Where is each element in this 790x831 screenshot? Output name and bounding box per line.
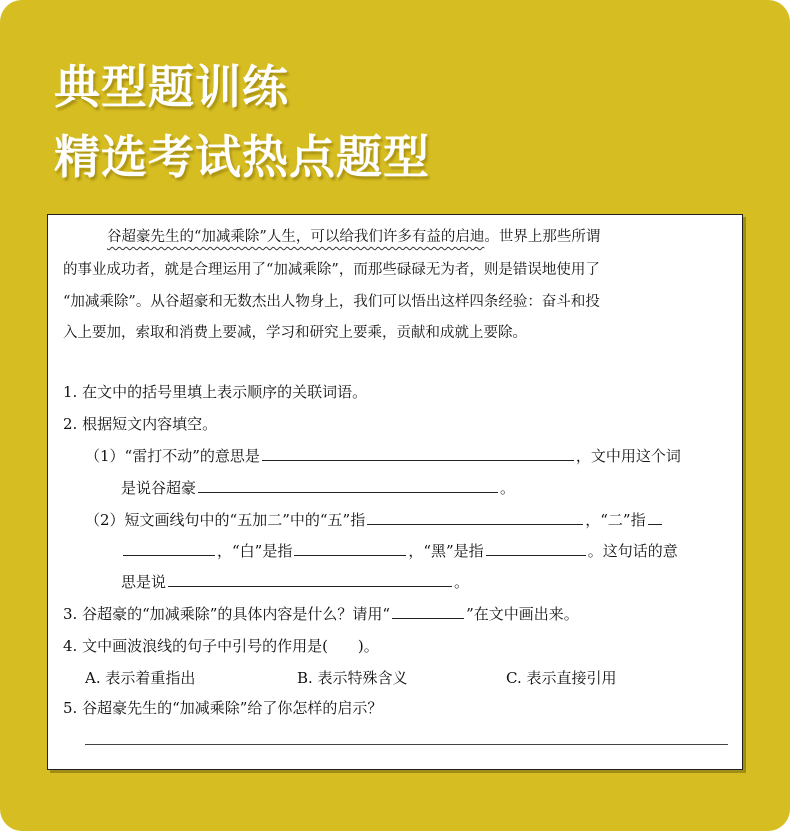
question-2-1-line-2 [121, 477, 515, 498]
q2-2-text-d: ，“黑”是指 [408, 542, 484, 560]
answer-blank-gu[interactable] [198, 478, 498, 493]
q2-2-text-g: 。 [454, 573, 470, 591]
question-4: 4. 文中画波浪线的句子中引号的作用是( )。 [63, 637, 379, 655]
option-b[interactable]: B. 表示特殊含义 [297, 669, 408, 687]
passage-line-4: 入上要加，索取和消费上要减，学习和研究上要乘，贡献和成就上要除。 [63, 325, 527, 341]
answer-blank-meaning[interactable] [262, 446, 574, 461]
passage-line-3: “加减乘除”。从谷超豪和无数杰出人物身上，我们可以悟出这样四条经验：奋斗和投 [63, 294, 600, 310]
question-1: 1. 在文中的括号里填上表示顺序的关联词语。 [63, 383, 368, 401]
answer-line-q5[interactable] [85, 744, 728, 745]
option-a[interactable]: A. 表示着重指出 [85, 669, 196, 687]
title-line-1: 典型题训练 [54, 60, 289, 114]
question-2-2-line-1 [85, 509, 664, 530]
q2-1-text-c: 是说谷超豪 [121, 479, 197, 497]
q2-1-text-b: ，文中用这个词 [575, 447, 681, 465]
question-2: 2. 根据短文内容填空。 [63, 415, 218, 433]
q2-1-text-a: （1）“雷打不动”的意思是 [85, 447, 260, 465]
title-line-2: 精选考试热点题型 [54, 130, 430, 184]
passage-line-1 [63, 225, 731, 246]
q3-text-a: 3. 谷超豪的“加减乘除”的具体内容是什么？请用“ [63, 605, 391, 623]
q2-2-text-c: ，“白”是指 [217, 542, 293, 560]
answer-blank-hei[interactable] [486, 541, 586, 556]
question-3 [63, 603, 579, 624]
q2-2-text-a: （2）短文画线句中的“五加二”中的“五”指 [85, 511, 366, 529]
answer-blank-bai[interactable] [294, 541, 406, 556]
answer-blank-er-start[interactable] [648, 510, 662, 525]
q3-text-b: ”在文中画出来。 [466, 605, 579, 623]
question-2-1-line-1 [85, 445, 681, 466]
question-2-2-line-2 [121, 540, 678, 561]
question-2-2-line-3 [121, 571, 469, 592]
q2-1-text-d: 。 [500, 479, 516, 497]
answer-blank-er[interactable] [123, 541, 215, 556]
exercise-sheet [47, 214, 743, 770]
q2-2-text-f: 思是说 [121, 573, 167, 591]
answer-blank-wu[interactable] [367, 510, 583, 525]
question-5: 5. 谷超豪先生的“加减乘除”给了你怎样的启示？ [63, 699, 383, 717]
q2-2-text-b: ，“二”指 [585, 511, 646, 529]
answer-blank-meaning-2[interactable] [168, 572, 452, 587]
answer-blank-mark[interactable] [392, 604, 464, 619]
q2-2-text-e: 。这句话的意 [587, 542, 678, 560]
passage-line-2: 的事业成功者，就是合理运用了“加减乘除”，而那些碌碌无为者，则是错误地使用了 [63, 262, 600, 278]
wavy-underlined-sentence: 谷超豪先生的“加减乘除”人生，可以给我们许多有益的启迪 [107, 229, 485, 245]
passage-line-1-rest: 。世界上那些所谓 [484, 229, 601, 245]
option-c[interactable]: C. 表示直接引用 [506, 669, 617, 687]
